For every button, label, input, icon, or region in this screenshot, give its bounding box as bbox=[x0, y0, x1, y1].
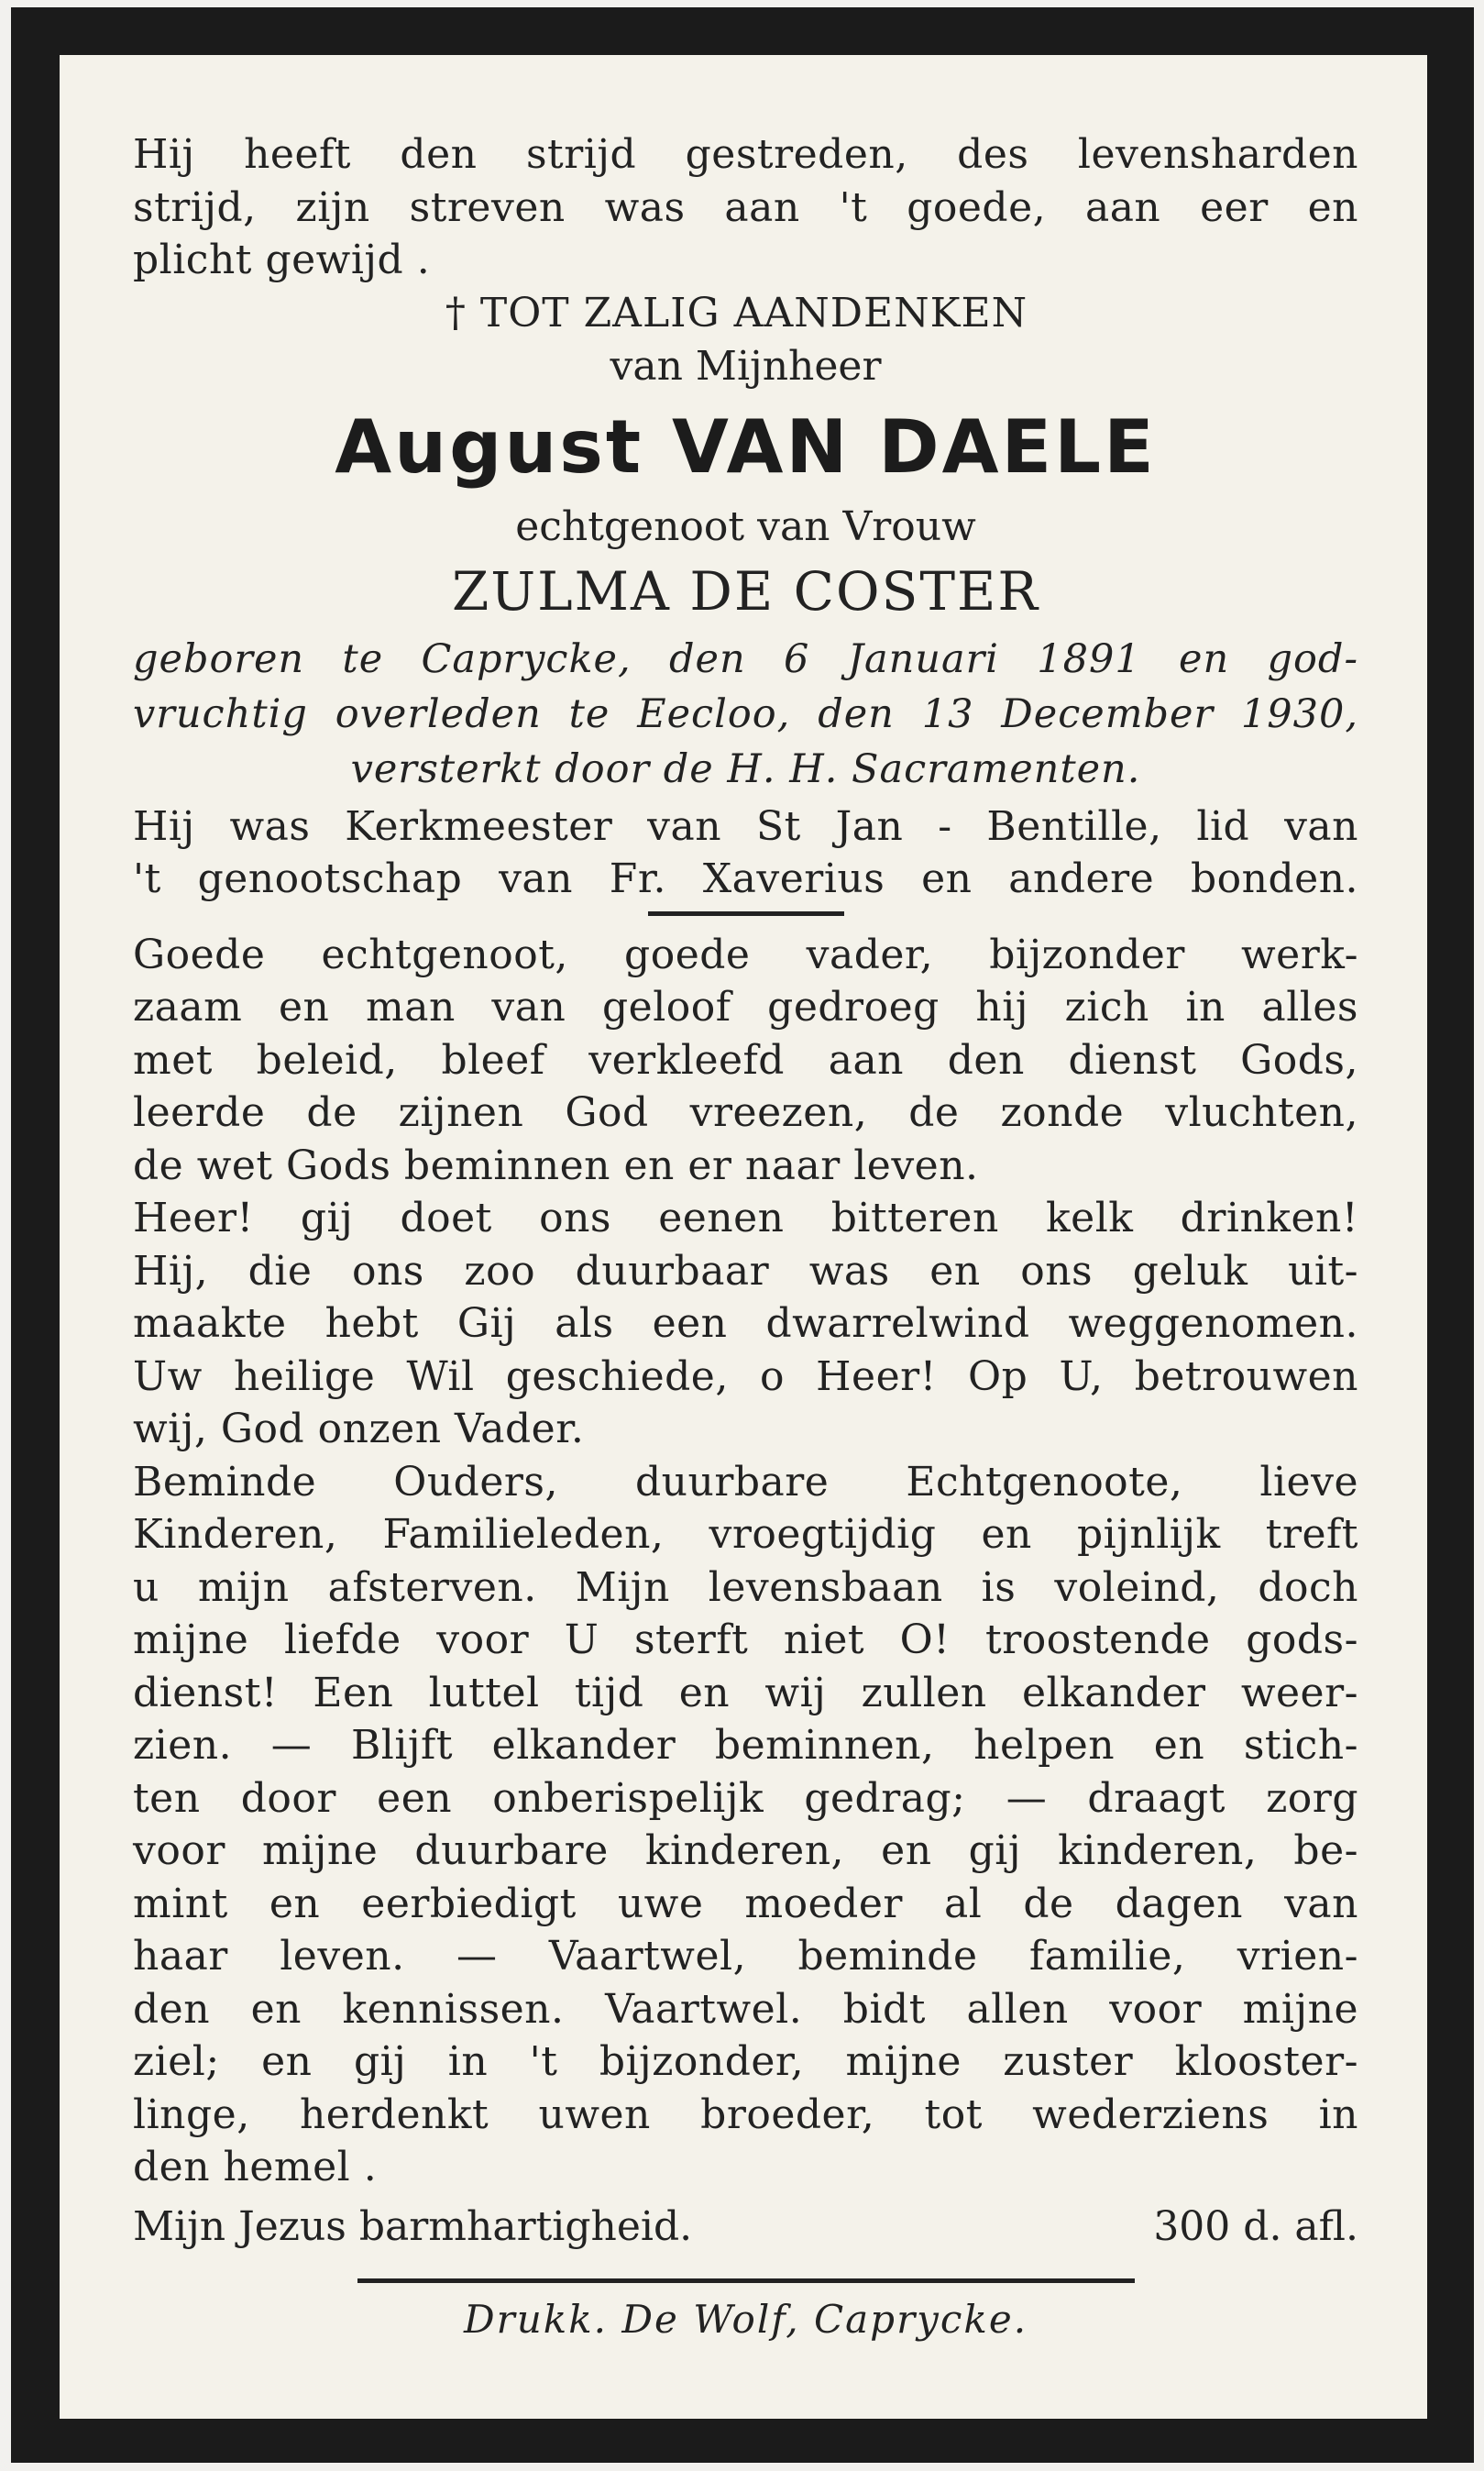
birth-death-details bbox=[133, 632, 1358, 797]
paragraph-line: mint en eerbiedigt uwe moeder al de dagen van bbox=[133, 1880, 1358, 1927]
paragraph-line: zaam en man van geloof gedroeg hij zich in alles bbox=[133, 984, 1358, 1031]
paragraph-line: linge, herdenkt uwen broeder, tot wederziens in bbox=[133, 2090, 1358, 2138]
paragraph-line: met beleid, bleef verkleefd aan den dienst Gods, bbox=[133, 1036, 1358, 1084]
paragraph-line: Kinderen, Familieleden, vroegtijdig en pijnlijk treft bbox=[133, 1511, 1358, 1558]
paragraph-line: den hemel . bbox=[133, 2144, 378, 2190]
birth-death-line: versterkt door de H. H. Sacramenten. bbox=[350, 745, 1141, 792]
card-paper bbox=[60, 55, 1427, 2419]
birth-death-line: geboren te Caprycke, den 6 Januari 1891 en god- bbox=[133, 635, 1358, 682]
closing-row bbox=[133, 2200, 1358, 2255]
paragraph-line: Goede echtgenoot, goede vader, bijzonder werk- bbox=[133, 931, 1358, 978]
paragraph-line: dienst! Een luttel tijd en wij zullen elkander weer- bbox=[133, 1669, 1358, 1716]
spouse-intro: echtgenoot van Vrouw bbox=[515, 502, 976, 550]
paragraph-line: voor mijne duurbare kinderen, en gij kinderen, be- bbox=[133, 1827, 1358, 1874]
motto-line: plicht gewijd . bbox=[133, 237, 431, 283]
motto-line: Hij heeft den strijd gestreden, des levensharden bbox=[133, 131, 1358, 178]
paragraph-line: leerde de zijnen God vreezen, de zonde vluchten, bbox=[133, 1089, 1358, 1136]
paragraph-prayer bbox=[133, 1192, 1358, 1456]
motto-verse bbox=[133, 128, 1358, 287]
paragraph-line: den en kennissen. Vaartwel. bidt allen voor mijne bbox=[133, 1985, 1358, 2033]
indulgence-note: 300 d. afl. bbox=[1153, 2202, 1358, 2250]
closing-prayer: Mijn Jezus barmhartigheid. bbox=[133, 2202, 693, 2250]
honorific-line: van Mijnheer bbox=[610, 342, 882, 390]
memberships bbox=[133, 800, 1358, 906]
memorial-card bbox=[11, 7, 1474, 2463]
motto-line: strijd, zijn streven was aan 't goede, aan eer en bbox=[133, 183, 1358, 231]
spouse-name: ZULMA DE COSTER bbox=[451, 559, 1040, 623]
paragraph-line: ziel; en gij in 't bijzonder, mijne zuster klooster- bbox=[133, 2038, 1358, 2085]
paragraph-line: haar leven. — Vaartwel, beminde familie, vrien- bbox=[133, 1933, 1358, 1980]
section-divider bbox=[648, 911, 844, 916]
paragraph-line: ten door een onberispelijk gedrag; — draagt zorg bbox=[133, 1774, 1358, 1822]
paragraph-character bbox=[133, 929, 1358, 1193]
footer-divider bbox=[357, 2278, 1135, 2283]
paragraph-line: zien. — Blijft elkander beminnen, helpen en stich- bbox=[133, 1722, 1358, 1769]
printer-credit: Drukk. De Wolf, Caprycke. bbox=[463, 2296, 1028, 2342]
paragraph-line: Hij, die ons zoo duurbaar was en ons geluk uit- bbox=[133, 1247, 1358, 1295]
paragraph-line: Heer! gij doet ons eenen bitteren kelk drinken! bbox=[133, 1195, 1358, 1241]
paragraph-line: de wet Gods beminnen en er naar leven. bbox=[133, 1142, 979, 1189]
paragraph-line: Beminde Ouders, duurbare Echtgenoote, lieve bbox=[133, 1458, 1358, 1506]
paragraph-farewell bbox=[133, 1456, 1358, 2194]
paragraph-line: maakte hebt Gij als een dwarrelwind weggenomen. bbox=[133, 1300, 1358, 1347]
paragraph-line: Uw heilige Wil geschiede, o Heer! Op U, betrouwen bbox=[133, 1352, 1358, 1400]
birth-death-line: vruchtig overleden te Eecloo, den 13 December 1930, bbox=[133, 690, 1358, 737]
membership-line: Hij was Kerkmeester van St Jan - Bentille, lid van bbox=[133, 802, 1358, 850]
membership-line: 't genootschap van Fr. Xaverius en andere bonden. bbox=[133, 855, 1358, 902]
paragraph-line: u mijn afsterven. Mijn levensbaan is voleind, doch bbox=[133, 1563, 1358, 1611]
memorial-heading: † TOT ZALIG AANDENKEN bbox=[445, 289, 1028, 336]
deceased-name: August VAN DAELE bbox=[335, 403, 1157, 490]
paragraph-line: mijne liefde voor U sterft niet O! troostende gods- bbox=[133, 1616, 1358, 1663]
paragraph-line: wij, God onzen Vader. bbox=[133, 1406, 585, 1452]
